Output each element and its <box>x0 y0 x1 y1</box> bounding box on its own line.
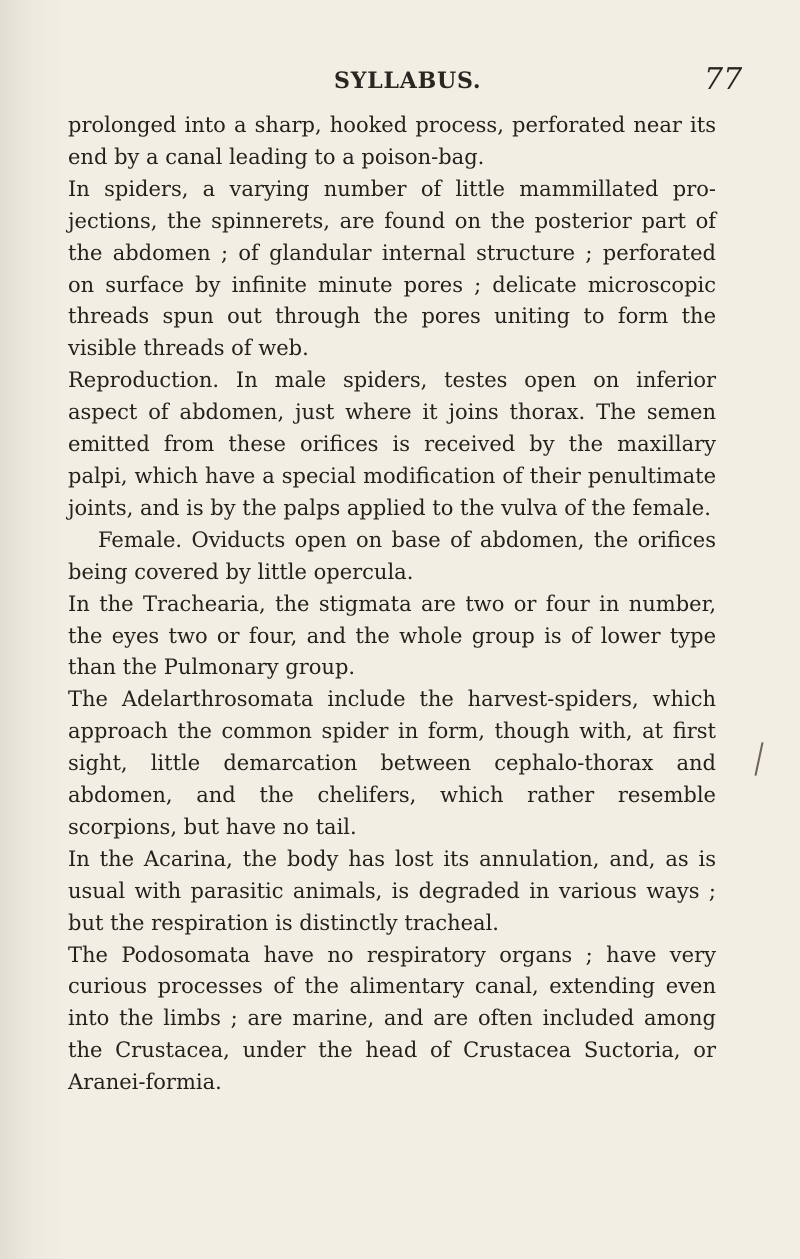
margin-mark <box>754 742 763 776</box>
paragraph-acarina: In the Acarina, the body has lost its annulation, and, as is usual with parasitic animals, is degraded in various ways ; but the respiration is distinctly tracheal. <box>68 846 716 935</box>
paragraph-reproduction: Reproduction. In male spiders, testes open on inferior aspect of abdomen, just where it joins thorax. The semen emitted from these orifices is received by the maxillary palpi, which have a special modification of their penultimate joints, and is by the palps applied to the vulva of the female. <box>68 368 716 520</box>
page-body <box>68 110 716 1099</box>
paragraph-podosomata: The Podosomata have no respiratory organs ; have very curious processes of the alimentary canal, extending even into the limbs ; are marine, and are often included among the Crustacea, under the head of Crustacea Suctoria, or Aranei-formia. <box>68 942 716 1095</box>
paragraph-female: Female. Oviducts open on base of abdomen, the orifices being covered by little opercula. <box>68 527 716 584</box>
paragraph-adelarthrosomata: The Adelarthrosomata include the harvest-spiders, which approach the common spider in form, though with, at first sight, little demarcation between cephalo-thorax and abdomen, and the chelifers, which rather resemble scorpions, but have no tail. <box>68 687 716 839</box>
page-number: 77 <box>704 62 743 97</box>
paragraph-spinnerets: In spiders, a varying number of little mammillated pro-jections, the spinnerets, are found on the posterior part of the abdomen ; of glandular internal structure ; perforated on surface by infinite minute pores ; delicate microscopic threads spun out through the pores uniting to form the visible threads of web. <box>68 176 716 361</box>
paragraph-continuation: prolonged into a sharp, hooked process, perforated near its end by a canal leading to a poison-bag. <box>68 113 716 169</box>
page-header <box>0 62 800 102</box>
paragraph-trachearia: In the Trachearia, the stigmata are two or four in number, the eyes two or four, and the whole group is of lower type than the Pulmonary group. <box>68 591 716 680</box>
running-head: SYLLABUS. <box>334 68 482 94</box>
